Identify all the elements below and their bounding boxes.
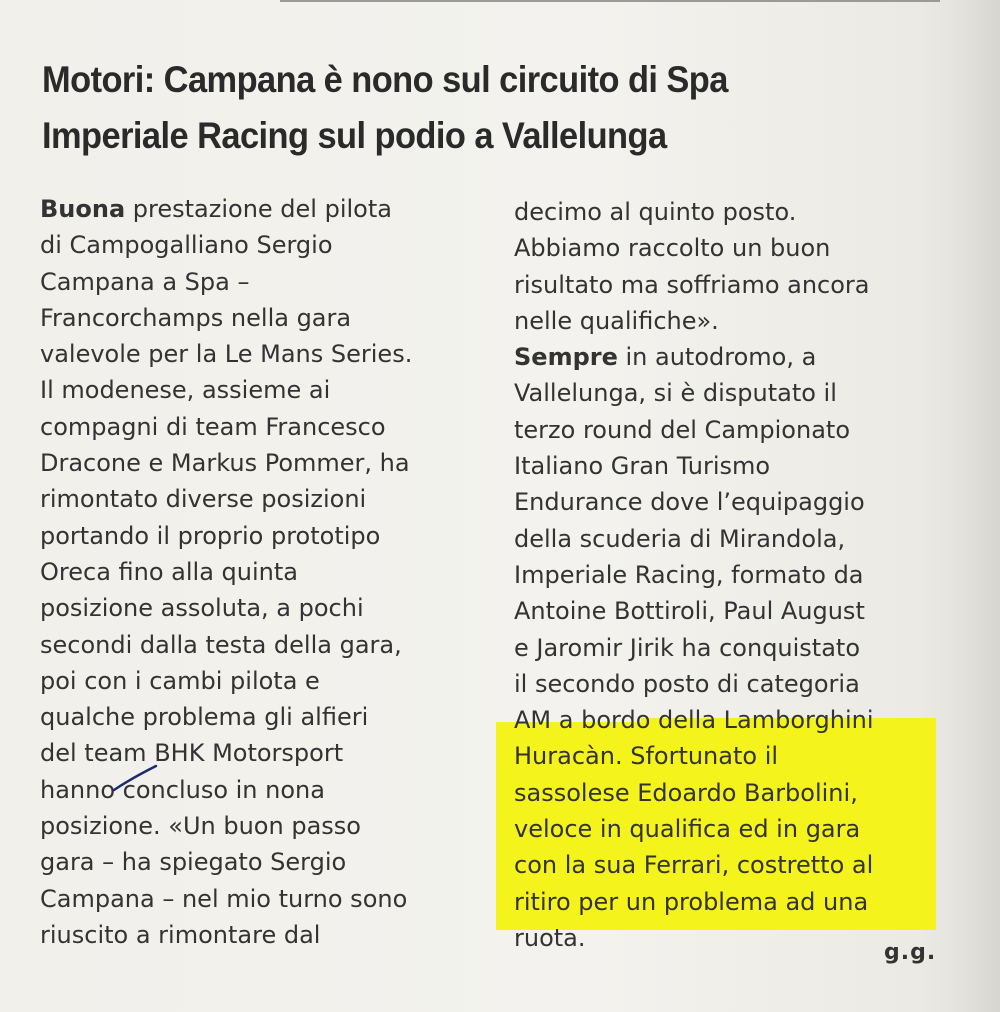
left-first-line — [40, 191, 490, 227]
left-line: Francorchamps nella gara — [40, 303, 352, 332]
highlighted-line: ritiro per un problema ad una — [514, 887, 869, 916]
left-line: valevole per la Le Mans Series. — [40, 340, 413, 369]
second-first-line-rest: in autodromo, a — [617, 343, 817, 372]
headline — [42, 52, 860, 164]
left-line: Campana – nel mio turno sono — [40, 884, 408, 913]
first-line-rest: prestazione del pilota — [125, 195, 392, 223]
highlighted-line: con la sua Ferrari, costretto al — [514, 851, 874, 880]
mixed-highlight-line — [514, 738, 944, 774]
second-lead-word: Sempre — [514, 343, 618, 372]
right-line: Endurance dove l’equipaggio — [514, 488, 865, 517]
right-line: nelle qualifiche». — [514, 306, 719, 335]
left-line: hanno concluso in nona — [40, 775, 325, 804]
left-column — [40, 191, 490, 953]
right-line: decimo al quinto posto. — [514, 198, 797, 226]
left-line: rimontato diverse posizioni — [40, 485, 367, 514]
page-edge-shadow — [944, 0, 1000, 1012]
right-line: terzo round del Campionato — [514, 415, 850, 444]
left-line: gara – ha spiegato Sergio — [40, 848, 347, 877]
headline-line-2: Imperiale Racing sul podio a Vallelunga — [42, 115, 667, 156]
left-line: posizione assoluta, a pochi — [40, 594, 364, 623]
top-rule-divider — [280, 0, 940, 2]
left-line: secondi dalla testa della gara, — [40, 630, 402, 659]
right-line: Antoine Bottiroli, Paul August — [514, 597, 865, 626]
right-line: e Jaromir Jirik ha conquistato — [514, 633, 861, 662]
right-line: risultato ma soffriamo ancora — [514, 270, 870, 299]
right-line: Italiano Gran Turismo — [514, 452, 771, 481]
highlighted-line: ruota. — [514, 923, 586, 952]
left-line: qualche problema gli alfieri — [40, 703, 369, 732]
left-line: Oreca fino alla quinta — [40, 557, 298, 586]
second-paragraph-first-line — [514, 339, 944, 375]
right-line: Imperiale Racing, formato da — [514, 560, 864, 589]
right-line: Abbiamo raccolto un buon — [514, 234, 831, 263]
right-column — [514, 194, 944, 956]
left-line: portando il proprio prototipo — [40, 521, 381, 550]
lead-word: Buona — [40, 195, 126, 223]
left-line: del team BHK Motorsport — [40, 739, 344, 768]
left-line: posizione. «Un buon passo — [40, 812, 361, 841]
right-line: Vallelunga, si è disputato il — [514, 379, 837, 408]
right-line: della scuderia di Mirandola, — [514, 524, 846, 553]
highlighted-line: sassolese Edoardo Barbolini, — [514, 778, 858, 807]
left-line: Il modenese, assieme ai — [40, 376, 331, 405]
right-line: il secondo posto di categoria — [514, 669, 860, 698]
plain-text: Huracàn. — [514, 742, 631, 771]
right-line: AM a bordo della Lamborghini — [514, 706, 874, 735]
left-line: riuscito a rimontare dal — [40, 920, 321, 949]
left-line: compagni di team Francesco — [40, 412, 386, 441]
left-line: Dracone e Markus Pommer, ha — [40, 449, 410, 478]
author-signature: g.g. — [884, 940, 937, 965]
highlighted-line: veloce in qualifica ed in gara — [514, 815, 861, 844]
pen-stroke-mark — [110, 756, 170, 796]
highlighted-text: Sfortunato il — [630, 742, 779, 771]
headline-line-1: Motori: Campana è nono sul circuito di Spa — [42, 59, 728, 100]
left-line: di Campogalliano Sergio — [40, 231, 333, 260]
left-line: poi con i cambi pilota e — [40, 666, 320, 695]
left-line: Campana a Spa – — [40, 267, 250, 296]
